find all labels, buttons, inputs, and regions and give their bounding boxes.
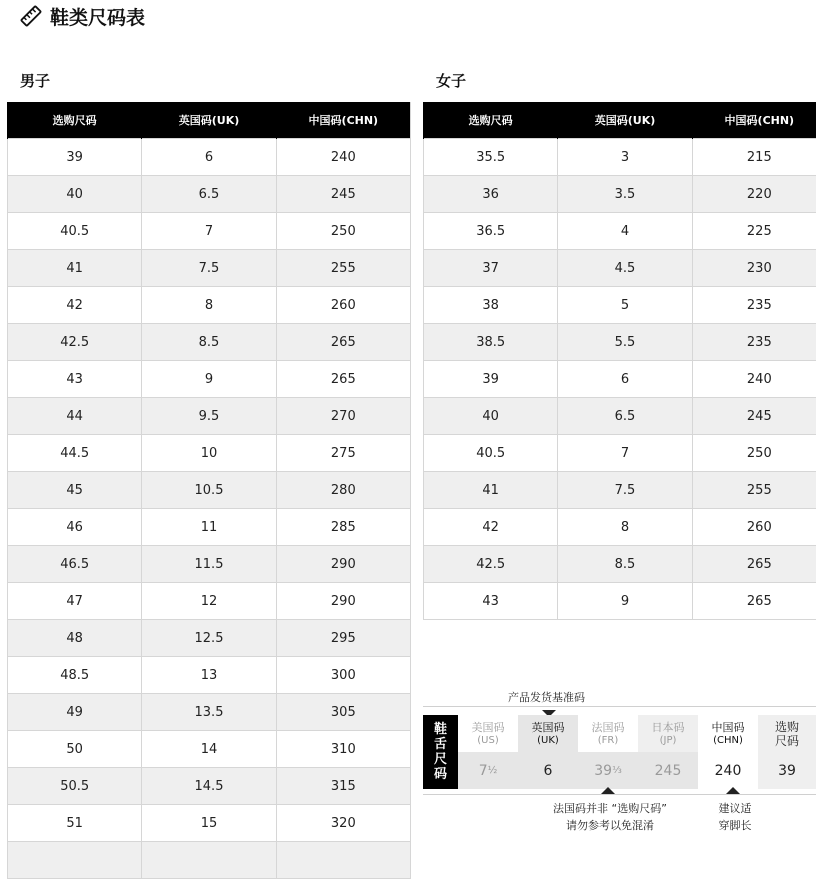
tongue-size-label [423,715,458,789]
table-cell: 255 [692,472,816,509]
table-cell: 39 [8,139,142,176]
column-header: 中国码(CHN) [692,102,816,139]
column-header: 英国码(UK) [558,102,692,139]
table-cell: 46 [8,509,142,546]
table-cell: 40.5 [8,213,142,250]
table-cell: 275 [276,435,410,472]
table-cell: 45 [8,472,142,509]
table-cell: 235 [692,287,816,324]
table-cell: 12 [142,583,276,620]
table-cell: 41 [424,472,558,509]
ruler-icon [20,5,42,27]
table-cell: 36 [424,176,558,213]
legend-value: 240 [715,763,742,779]
tongue-size-char: 舌 [434,737,447,752]
table-cell: 245 [276,176,410,213]
table-cell: 250 [692,435,816,472]
women-size-table [423,102,816,620]
legend-value: 245 [655,763,682,779]
table-cell: 7 [558,435,692,472]
table-header-row [424,102,816,139]
table-row [424,583,816,620]
legend-col-us [458,715,518,789]
table-cell: 320 [276,805,410,842]
table-row [8,805,411,842]
table-cell [276,842,410,879]
legend-value: 7 [479,763,488,779]
table-cell: 260 [276,287,410,324]
legend-col-code: (US) [477,734,498,747]
table-cell: 270 [276,398,410,435]
table-row [424,509,816,546]
table-cell: 300 [276,657,410,694]
legend-value: 39 [594,763,612,779]
table-cell: 240 [276,139,410,176]
legend-col-name: 美国码 [472,721,505,734]
men-size-table [7,102,411,879]
table-cell: 7.5 [142,250,276,287]
table-cell: 13.5 [142,694,276,731]
table-cell: 50.5 [8,768,142,805]
legend-divider [423,706,816,707]
table-cell: 3 [558,139,692,176]
table-row [8,361,411,398]
column-header: 英国码(UK) [142,102,276,139]
table-cell: 10.5 [142,472,276,509]
legend-col-chn [698,715,758,789]
table-row [8,657,411,694]
table-cell: 305 [276,694,410,731]
table-row [8,287,411,324]
table-cell [8,842,142,879]
table-row [424,139,816,176]
table-cell: 14.5 [142,768,276,805]
table-cell: 46.5 [8,546,142,583]
table-row [424,435,816,472]
table-cell: 4 [558,213,692,250]
table-cell: 280 [276,472,410,509]
table-row [8,546,411,583]
table-cell: 225 [692,213,816,250]
table-cell: 38 [424,287,558,324]
table-cell: 12.5 [142,620,276,657]
table-row [424,398,816,435]
table-cell: 13 [142,657,276,694]
legend-value-fraction: ½ [488,765,498,776]
table-row [424,176,816,213]
legend-divider [423,794,816,795]
table-cell: 290 [276,583,410,620]
table-row [8,842,411,879]
table-cell: 5.5 [558,324,692,361]
table-cell: 51 [8,805,142,842]
table-cell: 38.5 [424,324,558,361]
column-header: 选购尺码 [8,102,142,139]
table-cell: 42 [8,287,142,324]
table-cell: 8 [142,287,276,324]
table-cell: 48 [8,620,142,657]
table-cell: 10 [142,435,276,472]
table-cell: 265 [276,324,410,361]
note-line: 建议适 [705,800,765,817]
table-cell: 285 [276,509,410,546]
table-cell: 8.5 [558,546,692,583]
table-cell: 44.5 [8,435,142,472]
tongue-size-char: 鞋 [434,722,447,737]
table-cell: 9 [142,361,276,398]
table-cell: 255 [276,250,410,287]
arrow-up-icon [601,787,615,794]
table-row [424,472,816,509]
table-row [424,324,816,361]
table-cell: 15 [142,805,276,842]
table-cell: 9.5 [142,398,276,435]
table-row [8,731,411,768]
table-cell: 315 [276,768,410,805]
table-cell: 49 [8,694,142,731]
legend-col-name: 英国码 [532,721,565,734]
column-header: 中国码(CHN) [276,102,410,139]
table-cell: 39 [424,361,558,398]
table-cell: 265 [276,361,410,398]
table-cell: 260 [692,509,816,546]
table-cell: 310 [276,731,410,768]
table-cell: 14 [142,731,276,768]
legend-col-fr [578,715,638,789]
table-cell: 48.5 [8,657,142,694]
table-cell: 6.5 [142,176,276,213]
table-row [8,472,411,509]
men-section-title: 男子 [20,70,50,91]
table-cell: 11.5 [142,546,276,583]
legend-col-name: 日本码 [652,721,685,734]
table-cell: 42.5 [424,546,558,583]
table-cell: 41 [8,250,142,287]
table-row [8,213,411,250]
note-line: 请勿参考以免混淆 [540,817,680,834]
table-row [8,176,411,213]
legend-col-name: 中国码 [712,721,745,734]
legend-col-uk [518,715,578,789]
table-cell: 215 [692,139,816,176]
table-cell: 4.5 [558,250,692,287]
table-cell: 37 [424,250,558,287]
legend-caption: 产品发货基准码 [508,689,585,705]
table-cell: 9 [558,583,692,620]
legend-col-buy-size [758,715,816,789]
table-cell: 40.5 [424,435,558,472]
table-cell: 42.5 [8,324,142,361]
table-row [8,250,411,287]
table-cell: 290 [276,546,410,583]
table-header-row [8,102,411,139]
table-row [8,694,411,731]
table-cell: 220 [692,176,816,213]
table-row [8,324,411,361]
legend-value-fraction: ⅓ [612,765,622,776]
table-cell: 265 [692,546,816,583]
table-row [424,287,816,324]
table-cell [142,842,276,879]
tongue-size-char: 尺 [434,752,447,767]
table-cell: 40 [424,398,558,435]
page-title [20,3,145,29]
table-row [8,768,411,805]
table-cell: 235 [692,324,816,361]
legend-box [423,715,816,789]
table-row [8,139,411,176]
chn-size-note [705,800,765,834]
table-cell: 3.5 [558,176,692,213]
table-cell: 35.5 [424,139,558,176]
arrow-up-icon [726,787,740,794]
table-cell: 240 [692,361,816,398]
table-cell: 11 [142,509,276,546]
page-title-text: 鞋类尺码表 [50,3,145,30]
table-cell: 40 [8,176,142,213]
note-line: 法国码并非 “选购尺码” [540,800,680,817]
table-row [8,583,411,620]
table-cell: 8 [558,509,692,546]
legend-col-code: (JP) [660,734,677,747]
table-row [424,361,816,398]
table-row [8,435,411,472]
table-cell: 43 [8,361,142,398]
table-cell: 44 [8,398,142,435]
legend-col-name: 法国码 [592,721,625,734]
women-section-title: 女子 [436,70,466,91]
table-row [424,546,816,583]
table-cell: 6 [558,361,692,398]
table-row [424,213,816,250]
table-cell: 7.5 [558,472,692,509]
legend-col-code: 尺码 [775,734,799,748]
legend-value: 6 [544,763,553,779]
tongue-size-char: 码 [434,767,447,782]
table-cell: 47 [8,583,142,620]
legend-value: 39 [778,763,796,779]
legend-col-name: 选购 [775,720,799,734]
table-row [8,509,411,546]
legend-col-jp [638,715,698,789]
column-header: 选购尺码 [424,102,558,139]
table-cell: 265 [692,583,816,620]
table-cell: 50 [8,731,142,768]
note-line: 穿脚长 [705,817,765,834]
table-row [8,620,411,657]
table-row [424,250,816,287]
table-cell: 250 [276,213,410,250]
table-cell: 36.5 [424,213,558,250]
table-cell: 5 [558,287,692,324]
table-cell: 43 [424,583,558,620]
table-cell: 7 [142,213,276,250]
table-cell: 8.5 [142,324,276,361]
table-cell: 230 [692,250,816,287]
legend-col-code: (CHN) [713,734,743,747]
table-cell: 245 [692,398,816,435]
table-row [8,398,411,435]
legend-col-code: (UK) [537,734,559,747]
table-cell: 6 [142,139,276,176]
table-cell: 42 [424,509,558,546]
fr-size-note [540,800,680,834]
table-cell: 6.5 [558,398,692,435]
table-cell: 295 [276,620,410,657]
legend-col-code: (FR) [598,734,619,747]
